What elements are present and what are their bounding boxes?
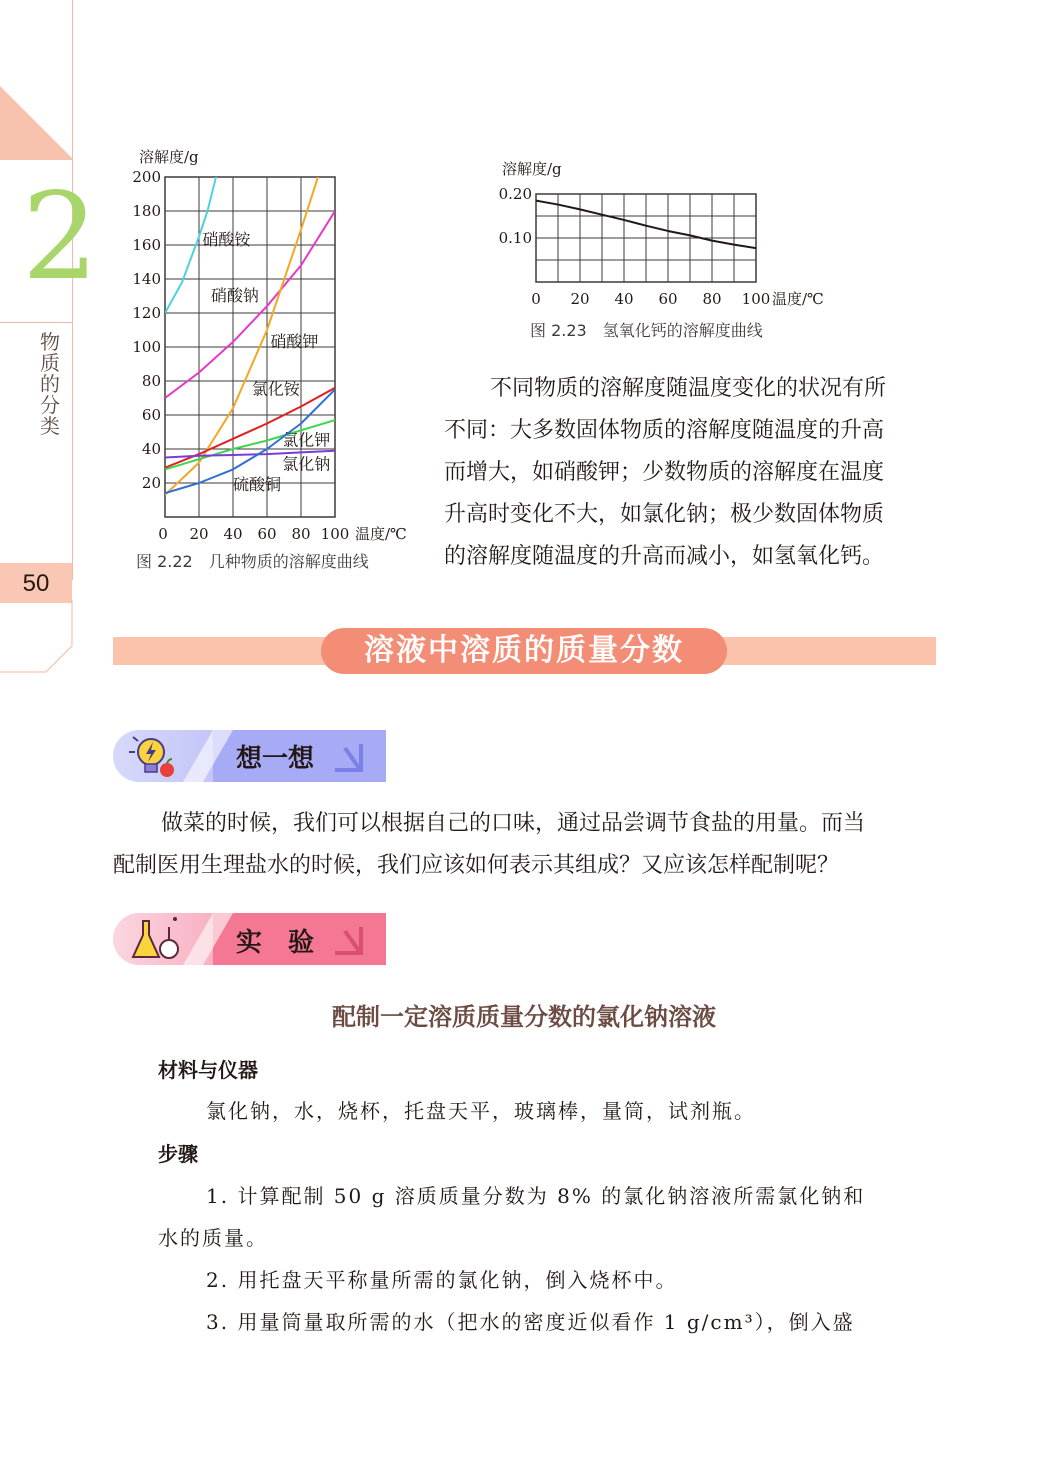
x-tick-label: 80 <box>702 290 722 308</box>
y-axis-label: 溶解度/g <box>502 160 562 178</box>
x-tick-label: 20 <box>570 290 590 308</box>
think-line: 做菜的时候，我们可以根据自己的口味，通过品尝调节食盐的用量。而当 <box>161 811 866 836</box>
y-tick-label: 180 <box>132 202 161 220</box>
solubility-chart-calcium-hydroxide <box>490 150 850 320</box>
chapter-corner-base <box>0 158 72 160</box>
y-tick-label: 100 <box>132 338 161 356</box>
y-tick-label: 200 <box>132 168 161 186</box>
step-1-line-a: 1. 计算配制 50 g 溶质质量分数为 8% 的氯化钠溶液所需氯化钠和 <box>206 1184 866 1208</box>
x-tick-label: 80 <box>291 525 311 543</box>
y-tick-label: 60 <box>141 406 161 424</box>
intro-line: 不同：大多数固体物质的溶解度随温度的升高 <box>444 418 885 443</box>
y-tick-label: 40 <box>141 440 161 458</box>
x-tick-label: 100 <box>320 525 350 543</box>
series-label: 硝酸钾 <box>270 332 319 351</box>
section-title: 溶液中溶质的质量分数 <box>364 633 684 668</box>
x-origin-label: 0 <box>531 290 541 308</box>
steps-heading: 步骤 <box>158 1142 198 1166</box>
chapter-title: 物质的分类 <box>40 330 60 438</box>
intro-line: 的溶解度随温度的升高而减小，如氢氧化钙。 <box>444 544 885 569</box>
chapter-separator <box>0 322 72 323</box>
intro-line: 升高时变化不大，如氯化钠；极少数固体物质 <box>444 502 885 527</box>
x-tick-label: 60 <box>658 290 678 308</box>
series-label: 硝酸钠 <box>210 286 259 306</box>
step-3: 3. 用量筒量取所需的水（把水的密度近似看作 1 g/cm³），倒入盛 <box>206 1310 855 1334</box>
page-number: 50 <box>22 570 50 597</box>
think-label: 想一想 <box>236 744 315 774</box>
intro-line: 不同物质的溶解度随温度变化的状况有所 <box>490 376 887 401</box>
y-tick-label: 120 <box>132 304 161 322</box>
x-axis-label: 温度/℃ <box>772 290 824 308</box>
experiment-title: 配制一定溶质质量分数的氯化钠溶液 <box>332 1003 716 1031</box>
y-tick-label: 160 <box>132 236 161 254</box>
intro-line: 而增大，如硝酸钾；少数物质的溶解度在温度 <box>444 460 885 485</box>
y-tick-label: 140 <box>132 270 161 288</box>
y-tick-label: 0.10 <box>498 229 532 247</box>
chapter-corner-triangle <box>0 86 72 158</box>
step-1-line-b: 水的质量。 <box>158 1226 268 1250</box>
solubility-chart-multi <box>125 140 425 550</box>
series-label: 硫酸铜 <box>233 474 282 494</box>
chapter-number: 2 <box>22 168 99 307</box>
x-tick-label: 40 <box>614 290 634 308</box>
y-tick-label: 0.20 <box>498 185 532 203</box>
x-axis-label: 温度/℃ <box>355 525 407 543</box>
materials-heading: 材料与仪器 <box>158 1058 258 1082</box>
intro-paragraph <box>444 368 944 578</box>
x-tick-label: 60 <box>257 525 277 543</box>
series-label: 氯化铵 <box>251 379 300 399</box>
x-tick-label: 100 <box>741 290 771 308</box>
think-paragraph <box>113 803 943 887</box>
x-tick-label: 20 <box>189 525 209 543</box>
x-origin-label: 0 <box>158 525 168 543</box>
step-2: 2. 用托盘天平称量所需的氯化钠，倒入烧杯中。 <box>206 1268 678 1292</box>
series-label: 氯化钠 <box>282 454 331 474</box>
series-label: 氯化钾 <box>282 430 331 450</box>
figure-caption-2-23: 图 2.23 氢氧化钙的溶解度曲线 <box>530 321 763 340</box>
y-axis-label: 溶解度/g <box>139 148 199 166</box>
materials-list: 氯化钠，水，烧杯，托盘天平，玻璃棒，量筒，试剂瓶。 <box>206 1099 756 1123</box>
think-line: 配制医用生理盐水的时候，我们应该如何表示其组成？又应该怎样配制呢？ <box>113 853 840 878</box>
y-tick-label: 20 <box>141 474 161 492</box>
x-tick-label: 40 <box>223 525 243 543</box>
experiment-label: 实 验 <box>236 928 315 958</box>
series-label: 硝酸铵 <box>202 230 251 249</box>
figure-caption-2-22: 图 2.22 几种物质的溶解度曲线 <box>136 552 369 571</box>
y-tick-label: 80 <box>141 372 161 390</box>
page-tab-corner <box>0 600 76 680</box>
